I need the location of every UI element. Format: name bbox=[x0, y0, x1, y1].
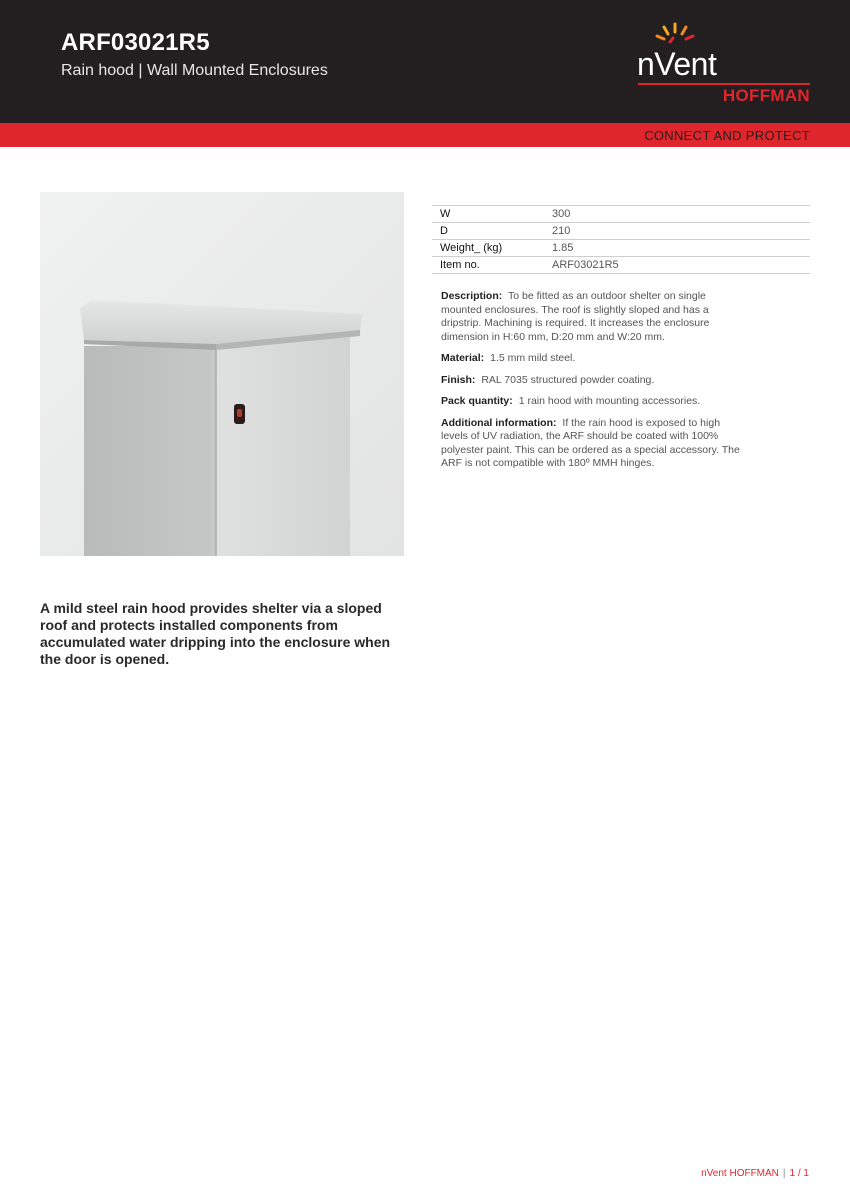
additional-info-paragraph bbox=[441, 417, 741, 471]
detail-text: RAL 7035 structured powder coating. bbox=[481, 373, 655, 386]
detail-label: Pack quantity: bbox=[441, 395, 513, 407]
detail-label: Material: bbox=[441, 352, 485, 364]
spec-value: 1.85 bbox=[544, 240, 810, 257]
spec-value: 300 bbox=[544, 206, 810, 223]
detail-label: Additional information: bbox=[441, 416, 557, 429]
nvent-hoffman-logo bbox=[632, 20, 812, 110]
description-paragraph bbox=[441, 290, 741, 344]
detail-label: Finish: bbox=[441, 373, 476, 386]
finish-paragraph bbox=[441, 374, 741, 388]
footer-separator: | bbox=[782, 1168, 786, 1179]
pack-quantity-paragraph bbox=[441, 395, 741, 409]
spec-label: Weight_ (kg) bbox=[432, 240, 544, 257]
detail-text: If the rain hood is exposed to high levels of UV radiation, the ARF should be coated with 100% polyester paint. This can be ordered as a special accessory. The ARF is not compatible with 180º MMH hinges. bbox=[441, 416, 740, 469]
spec-label: W bbox=[432, 206, 544, 223]
table-row bbox=[432, 223, 810, 240]
intro-text: A mild steel rain hood provides shelter via a sloped roof and protects installed components from accumulated water dripping into the enclosure when the door is opened. bbox=[40, 600, 391, 667]
spec-value: 210 bbox=[544, 223, 810, 240]
product-image bbox=[40, 192, 404, 556]
spec-label: D bbox=[432, 223, 544, 240]
page-number: 1 / 1 bbox=[789, 1168, 809, 1179]
logo-wordmark: nVent bbox=[637, 46, 717, 82]
product-details bbox=[441, 290, 741, 479]
table-row bbox=[432, 206, 810, 223]
spec-label: Item no. bbox=[432, 257, 544, 274]
table-row bbox=[432, 240, 810, 257]
page-footer bbox=[701, 1168, 809, 1179]
detail-text: To be fitted as an outdoor shelter on single mounted enclosures. The roof is slightly sloped and has a dripstrip. Machining is required. It increases the enclosure dimension in H:60 mm, D:20 mm and W:20 mm. bbox=[441, 290, 710, 343]
logo-divider bbox=[638, 83, 810, 85]
tagline: CONNECT AND PROTECT bbox=[644, 128, 810, 143]
detail-label: Description: bbox=[441, 290, 503, 302]
spec-value: ARF03021R5 bbox=[544, 257, 810, 274]
page-header bbox=[0, 0, 850, 123]
logo-brand-sub: HOFFMAN bbox=[722, 86, 810, 105]
detail-text: 1 rain hood with mounting accessories. bbox=[518, 395, 701, 407]
product-subtitle: Rain hood | Wall Mounted Enclosures bbox=[61, 62, 328, 79]
footer-brand: nVent HOFFMAN bbox=[701, 1168, 779, 1179]
material-paragraph bbox=[441, 352, 741, 366]
product-title: ARF03021R5 bbox=[61, 29, 210, 56]
detail-text: 1.5 mm mild steel. bbox=[490, 352, 576, 364]
table-row bbox=[432, 257, 810, 274]
spec-table bbox=[432, 205, 810, 274]
